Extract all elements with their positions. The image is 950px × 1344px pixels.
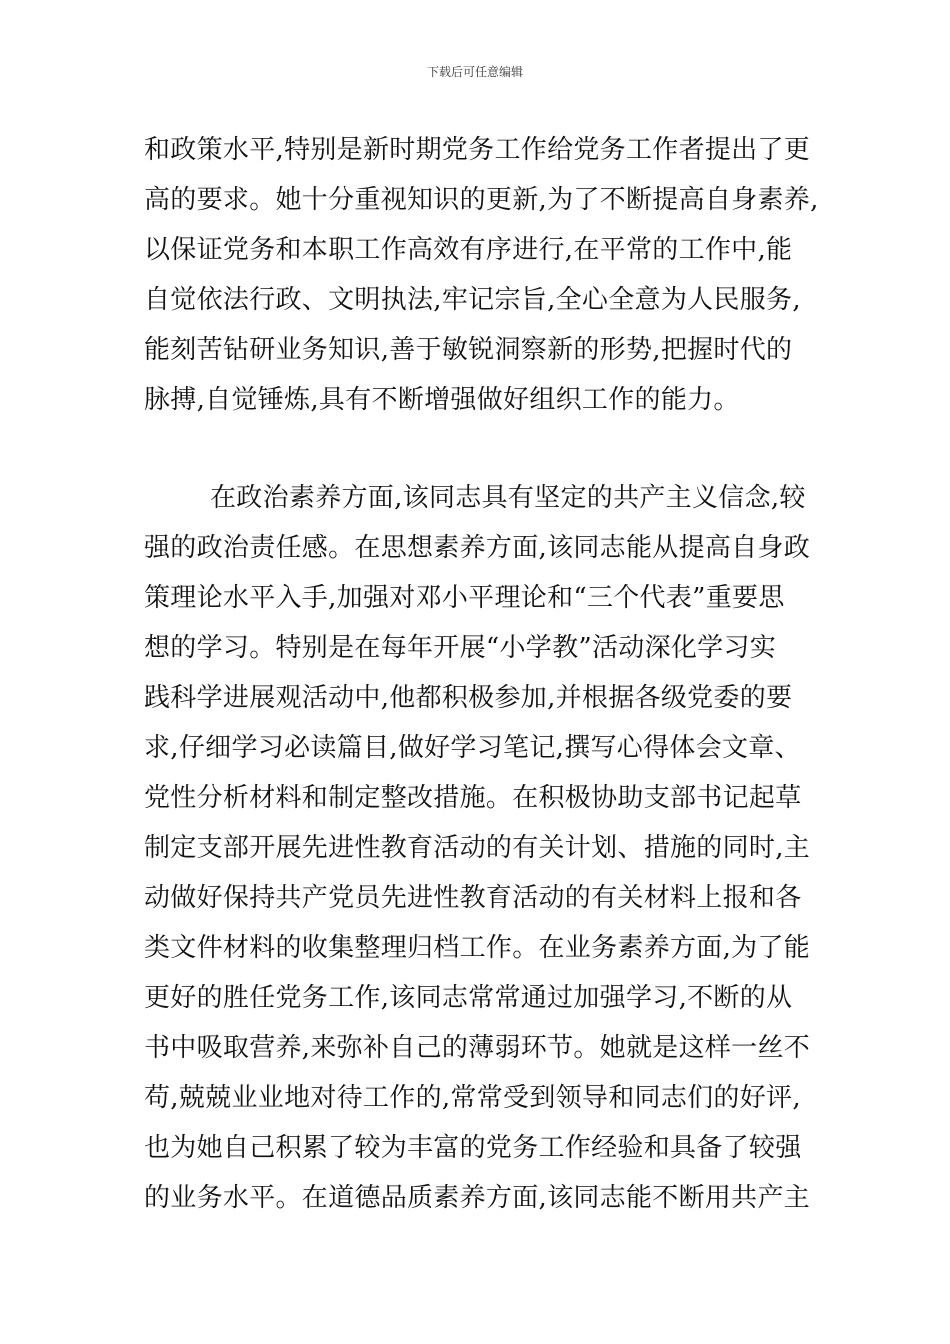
- text-line-indented: 在政治素养方面,该同志具有坚定的共产主义信念,较: [210, 483, 806, 513]
- text-line: 高的要求。她十分重视知识的更新,为了不断提高自身素养,: [144, 185, 819, 215]
- text-line: 更好的胜任党务工作,该同志常常通过加强学习,不断的从: [144, 983, 793, 1013]
- text-line: 自觉依法行政、文明执法,牢记宗旨,全心全意为人民服务,: [144, 285, 801, 315]
- text-line: 和政策水平,特别是新时期党务工作给党务工作者提出了更: [144, 135, 811, 165]
- text-line: 想的学习。特别是在每年开展“小学教”活动深化学习实: [144, 633, 777, 663]
- text-line: 制定支部开展先进性教育活动的有关计划、措施的同时,主: [144, 833, 811, 863]
- text-line: 党性分析材料和制定整改措施。在积极协助支部书记起草: [144, 783, 802, 813]
- text-line: 求,仔细学习必读篇目,做好学习笔记,撰写心得体会文章、: [144, 733, 801, 763]
- text-line: 书中吸取营养,来弥补自己的薄弱环节。她就是这样一丝不: [144, 1033, 811, 1063]
- text-line: 强的政治责任感。在思想素养方面,该同志能从提高自身政: [144, 533, 811, 563]
- text-line: 类文件材料的收集整理归档工作。在业务素养方面,为了能: [144, 933, 811, 963]
- text-line: 能刻苦钻研业务知识,善于敏锐洞察新的形势,把握时代的: [144, 335, 793, 365]
- text-line: 苟,兢兢业业地对待工作的,常常受到领导和同志们的好评,: [144, 1083, 801, 1113]
- text-line: 也为她自己积累了较为丰富的党务工作经验和具备了较强: [144, 1133, 802, 1163]
- text-line: 策理论水平入手,加强对邓小平理论和“三个代表”重要思: [144, 583, 785, 613]
- text-line: 脉搏,自觉锤炼,具有不断增强做好组织工作的能力。: [144, 385, 740, 415]
- text-line: 动做好保持共产党员先进性教育活动的有关材料上报和各: [144, 883, 802, 913]
- text-line: 的业务水平。在道德品质素养方面,该同志能不断用共产主: [144, 1183, 811, 1213]
- text-line: 践科学进展观活动中,他都积极参加,并根据各级党委的要: [144, 683, 793, 713]
- page-header: 下载后可任意编辑: [426, 65, 523, 79]
- text-line: 以保证党务和本职工作高效有序进行,在平常的工作中,能: [144, 235, 793, 265]
